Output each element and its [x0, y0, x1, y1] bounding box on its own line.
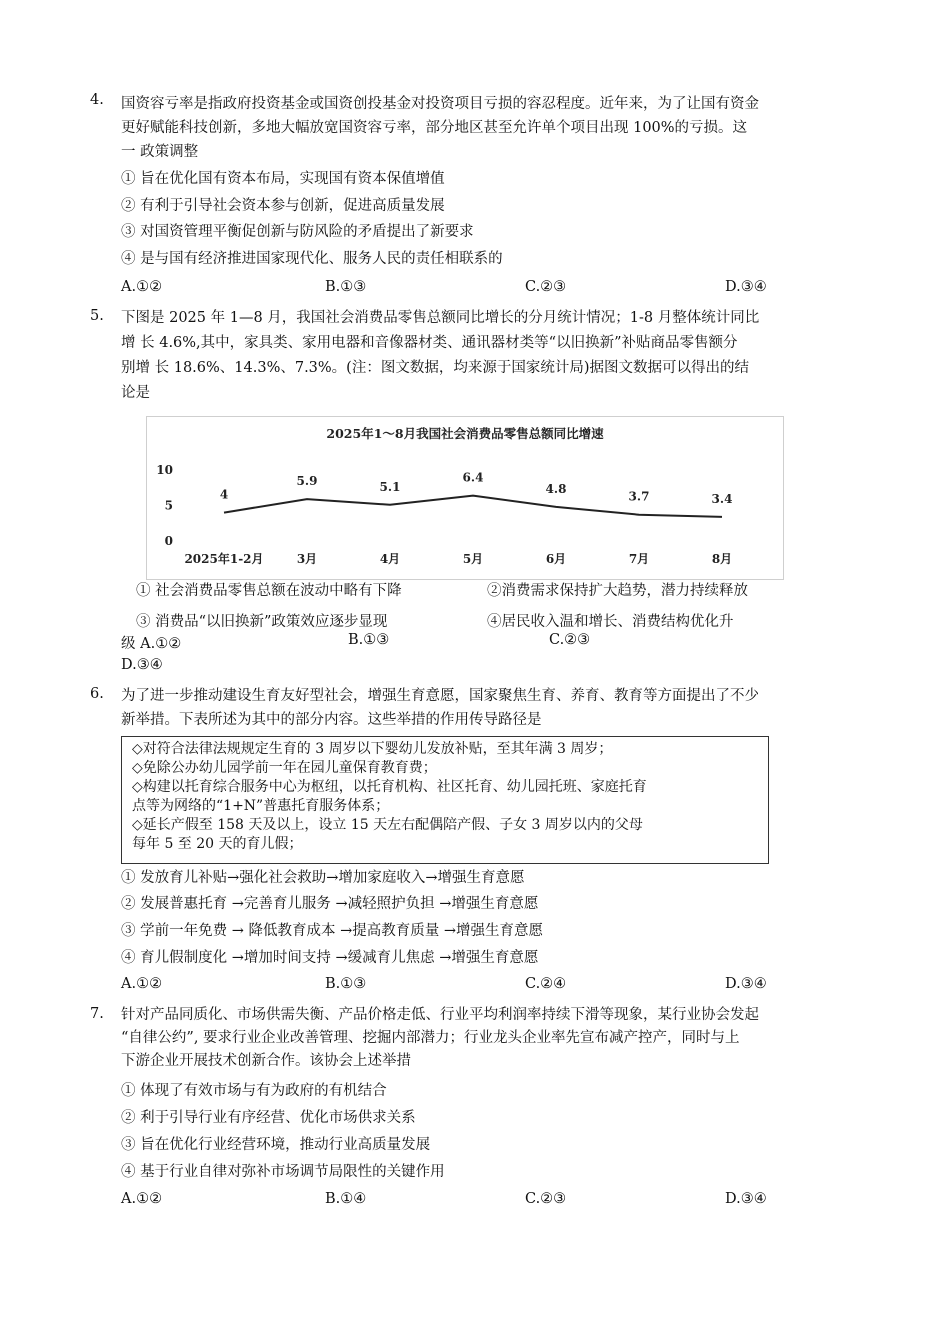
q6-stem: [121, 684, 861, 732]
x-tick-label: 6月: [545, 552, 567, 566]
chart-svg: [147, 417, 783, 579]
q4-option-2: ② 有利于引导社会资本参与创新，促进高质量发展: [121, 198, 445, 214]
q6-option-4: ④ 育儿假制度化 →增加时间支持 →缓减育儿焦虑 →增强生育意愿: [121, 950, 539, 966]
q5-answer-b: B.①③: [348, 632, 390, 648]
q6-answer-c: C.②④: [525, 976, 567, 992]
x-tick-label: 7月: [628, 552, 650, 566]
q5-option-1: ① 社会消费品零售总额在波动中略有下降: [136, 583, 402, 599]
data-label: 4: [219, 487, 229, 502]
data-label: 5.1: [379, 479, 401, 494]
q7-answer-d: D.③④: [725, 1191, 767, 1207]
q5-stem: [121, 306, 861, 406]
q7-number: 7.: [90, 1006, 104, 1022]
q6-stem-line: 新举措。下表所述为其中的部分内容。这些举措的作用传导路径是: [121, 712, 542, 728]
data-label: 4.8: [545, 481, 567, 496]
q6-number: 6.: [90, 686, 104, 702]
q6-option-1: ① 发放育儿补贴→强化社会救助→增加家庭收入→增强生育意愿: [121, 870, 525, 886]
q7-answer-a: A.①②: [121, 1191, 163, 1207]
policy-line: 点等为网络的“1+N”普惠托育服务体系；: [132, 798, 390, 814]
q4-option-3: ③ 对国资管理平衡促创新与防风险的矛盾提出了新要求: [121, 224, 474, 240]
x-tick-label: 5月: [462, 552, 484, 566]
q5-answer-d: D.③④: [121, 657, 163, 673]
q4-option-1: ① 旨在优化国有资本布局，实现国有资本保值增值: [121, 171, 445, 187]
q6-answer-b: B.①③: [325, 976, 367, 992]
policy-line: ◇免除公办幼儿园学前一年在园儿童保育教育费；: [132, 760, 437, 776]
y-tick-label: 10: [156, 463, 173, 477]
x-tick-label: 2025年1-2月: [184, 552, 264, 566]
q5-stem-line: 增 长 4.6%,其中，家具类、家用电器和音像器材类、通讯器材类等“以旧换新”补贴商品零售额分: [121, 335, 738, 351]
q7-stem-line: 针对产品同质化、市场供需失衡、产品价格走低、行业平均利润率持续下滑等现象，某行业协会发起: [121, 1007, 759, 1023]
q4-answer-d: D.③④: [725, 279, 767, 295]
q6-option-2: ② 发展普惠托育 →完善育儿服务 →减轻照护负担 →增强生育意愿: [121, 896, 539, 912]
q5-option-4: ④居民收入温和增长、消费结构优化升: [487, 614, 734, 630]
q5-option-3: ③ 消费品“以旧换新”政策效应逐步显现: [136, 614, 388, 630]
q7-option-3: ③ 旨在优化行业经营环境，推动行业高质量发展: [121, 1137, 431, 1153]
q4-stem: [121, 92, 861, 164]
data-label: 3.4: [711, 491, 733, 506]
x-tick-label: 3月: [296, 552, 318, 566]
data-label: 6.4: [462, 470, 484, 485]
policy-table: [121, 736, 769, 864]
q7-answer-c: C.②③: [525, 1191, 567, 1207]
q4-stem-line: 国资容亏率是指政府投资基金或国资创投基金对投资项目亏损的容忍程度。近年来，为了让国有资金: [121, 96, 759, 112]
policy-line: ◇延长产假至 158 天及以上，设立 15 天左右配偶陪产假、子女 3 周岁以内的父母: [132, 817, 643, 833]
q6-stem-line: 为了进一步推动建设生育友好型社会，增强生育意愿，国家聚焦生育、养育、教育等方面提出了不少: [121, 688, 759, 704]
q4-answer-b: B.①③: [325, 279, 367, 295]
q4-answer-a: A.①②: [121, 279, 163, 295]
q5-answer-a: 级 A.①②: [121, 636, 182, 652]
q5-number: 5.: [90, 308, 104, 324]
q7-answers: [121, 1191, 861, 1213]
q6-answer-d: D.③④: [725, 976, 767, 992]
q5-stem-line: 论是: [121, 385, 150, 401]
q7-option-4: ④ 基于行业自律对弥补市场调节局限性的关键作用: [121, 1164, 445, 1180]
data-label: 5.9: [296, 474, 318, 489]
q7-stem-line: “自律公约”, 要求行业企业改善管理、挖掘内部潜力；行业龙头企业率先宣布减产控产，同时与上: [121, 1030, 740, 1046]
q7-option-2: ② 利于引导行业有序经营、优化市场供求关系: [121, 1110, 416, 1126]
retail-sales-chart: [146, 416, 784, 580]
q4-number: 4.: [90, 92, 104, 108]
q4-answer-c: C.②③: [525, 279, 567, 295]
q5-answer-c: C.②③: [549, 632, 591, 648]
q4-option-4: ④ 是与国有经济推进国家现代化、服务人民的责任相联系的: [121, 251, 503, 267]
y-tick-label: 5: [164, 498, 173, 513]
q7-option-1: ① 体现了有效市场与有为政府的有机结合: [121, 1083, 387, 1099]
data-label: 3.7: [628, 489, 650, 504]
x-tick-label: 8月: [711, 552, 733, 566]
q5-stem-line: 下图是 2025 年 1—8 月，我国社会消费品零售总额同比增长的分月统计情况；1-8 月整体统计同比: [121, 310, 760, 326]
q7-answer-b: B.①④: [325, 1191, 367, 1207]
q4-stem-line: 更好赋能科技创新，多地大幅放宽国资容亏率，部分地区甚至允许单个项目出现 100%的亏损。这: [121, 120, 748, 136]
x-tick-label: 4月: [379, 552, 401, 566]
q6-option-3: ③ 学前一年免费 → 降低教育成本 →提高教育质量 →增强生育意愿: [121, 923, 543, 939]
chart-title: 2025年1～8月我国社会消费品零售总额同比增速: [326, 426, 604, 441]
q5-answers: [121, 632, 861, 654]
q4-stem-line: 一 政策调整: [121, 144, 199, 160]
q5-stem-line: 别增 长 18.6%、14.3%、7.3%。(注：图文数据，均来源于国家统计局)据图文数据可以得出的结: [121, 360, 749, 376]
policy-line: ◇构建以托育综合服务中心为枢纽，以托育机构、社区托育、幼儿园托班、家庭托育: [132, 779, 647, 795]
q6-answer-a: A.①②: [121, 976, 163, 992]
q4-answers: [121, 279, 861, 301]
q6-answers: [121, 976, 861, 998]
q5-option-2: ②消费需求保持扩大趋势，潜力持续释放: [487, 583, 748, 599]
q7-stem-line: 下游企业开展技术创新合作。该协会上述举措: [121, 1053, 411, 1069]
y-tick-label: 0: [164, 534, 173, 548]
q7-stem: [121, 1004, 861, 1073]
policy-line: 每年 5 至 20 天的育儿假；: [132, 836, 303, 852]
policy-line: ◇对符合法律法规规定生育的 3 周岁以下婴幼儿发放补贴，至其年满 3 周岁；: [132, 741, 613, 757]
